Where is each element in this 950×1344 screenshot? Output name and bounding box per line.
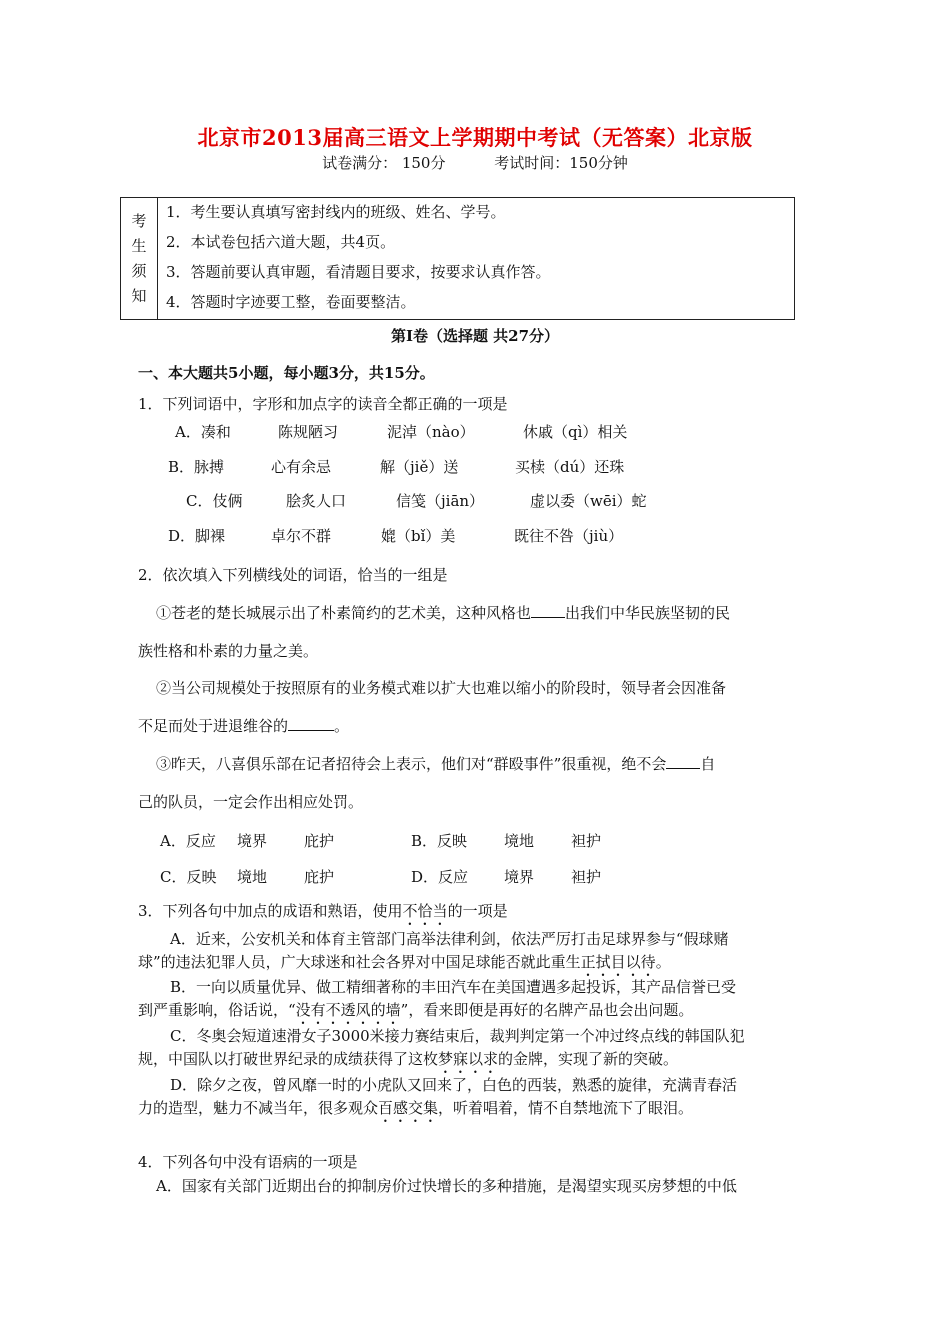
q3-option-d-cont: 力的造型，魅力不减当年，很多观众百感交集，听着唱着，情不自禁地流下了眼泪。 — [138, 1099, 694, 1117]
section1-title: 一、本大题共5小题，每小题3分，共15分。 — [138, 364, 435, 382]
q2-sentence-2-cont: 不足而处于进退维谷的 。 — [138, 717, 350, 735]
q3-option-c: C．冬奥会短道速滑女子3000米接力赛结束后，裁判判定第一个冲过终点线的韩国队犯 — [170, 1027, 745, 1045]
notice-item: 3．答题前要认真审题，看清题目要求，按要求认真作答。 — [166, 263, 551, 281]
notice-items — [158, 198, 551, 319]
q3-option-b: B．一向以质量优异、做工精细著称的丰田汽车在美国遭遇多起投诉，其产品信誉已受 — [170, 978, 737, 996]
q3-option-a-cont: 球”的违法犯罪人员，广大球迷和社会各界对中国足球能否就此重生正拭目以待。 — [138, 953, 671, 971]
part1-title: 第Ⅰ卷（选择题 共27分） — [390, 327, 560, 345]
candidate-notice-box — [120, 197, 795, 320]
fill-blank — [288, 716, 334, 731]
q2-sentence-3-cont: 己的队员，一定会作出相应处罚。 — [138, 793, 364, 811]
q3-option-b-cont: 到严重影响，俗话说，“没有不透风的墙”，看来即便是再好的名牌产品也会出问题。 — [138, 1001, 694, 1019]
q2-sentence-2: ②当公司规模处于按照原有的业务模式难以扩大也难以缩小的阶段时，领导者会因准备 — [156, 679, 727, 697]
q4-stem: 4．下列各句中没有语病的一项是 — [138, 1153, 358, 1171]
q3-stem: 3．下列各句中加点的成语和熟语，使用不恰当的一项是 — [138, 902, 508, 920]
q3-option-a: A．近来，公安机关和体育主管部门高举法律利剑，依法严厉打击足球界参与“假球赌 — [170, 930, 729, 948]
q2-sentence-1-cont: 族性格和朴素的力量之美。 — [138, 642, 319, 660]
exam-title: 北京市2013届高三语文上学期期中考试（无答案）北京版 — [197, 125, 753, 150]
fill-blank — [666, 754, 700, 769]
exam-page: 北京市2013届高三语文上学期期中考试（无答案）北京版 试卷满分： 150分 考试时间：150分钟 考 生 须 知 1．考生要认真填写密封线内的班级、姓名、学号。 2．本试卷包括六道大题，共4页。 3．答题前要认真审题，看清题目要求，按要求认真作答。 4．答题时字迹要工整，卷面要整洁。 第Ⅰ卷（选择题 共27分） 一、本大题共5小题，每小题3分，共15分。 1．下列词语中，字形和加点字的读音全都正确的一项是 A．凑和 陈规陋习 泥淖（nào） 休戚（qì）相关 B．脉搏 心有余忌 解（jiě）送 买椟（dú）还珠 C．伎俩 脍炙人口 信笺（jiān） 虚以委（wēi）蛇 D．脚裸 卓尔不群 媲（bǐ）美 既往不咎（jiù） 2．依次填入下列横线处的词语，恰当的一组是 ①苍老的楚长城展示出了朴素简约的艺术美，这种风格也 出我们中华民族坚韧的民 族性格和朴素的力量之美。 ②当公司规模处于按照原有的业务模式难以扩大也难以缩小的阶段时，领导者会因准备 不足而处于进退维谷的 。 ③昨天，八喜俱乐部在记者招待会上表示，他们对“群殴事件”很重视，绝不会 自 己的队员，一定会作出相应处罚。 A．反应 境界 庇护 B．反映 境地 袒护 C．反映 境地 庇护 D．反应 境界 袒护 3．下列各句中加点的成语和熟语，使用不恰当的一项是 A．近来，公安机关和体育主管部门高举法律利剑，依法严厉打击足球界参与“假球赌 球”的违法犯罪人员，广大球迷和社会各界对中国足球能否就此重生正拭目以待。 B．一向以质量优异、做工精细著称的丰田汽车在美国遭遇多起投诉，其产品信誉已受 到严重影响，俗话说，“没有不透风的墙”，看来即便是再好的名牌产品也会出问题。 C．冬奥会短道速滑女子3000米接力赛结束后，裁判判定第一个冲过终点线的韩国队犯 规，中国队以打破世界纪录的成绩获得了这枚梦寐以求的金牌，实现了新的突破。 D．除夕之夜，曾风靡一时的小虎队又回来了，白色的西装，熟悉的旋律，充满青春活 力的造型，魅力不减当年，很多观众百感交集，听着唱着，情不自禁地流下了眼泪。 4．下列各句中没有语病的一项是 A．国家有关部门近期出台的抑制房价过快增长的多种措施，是渴望实现买房梦想的中低 — [0, 0, 950, 1344]
notice-item: 4．答题时字迹要工整，卷面要整洁。 — [166, 293, 416, 311]
q2-sentence-1: ①苍老的楚长城展示出了朴素简约的艺术美，这种风格也 出我们中华民族坚韧的民 — [156, 604, 731, 622]
fill-blank — [531, 603, 565, 618]
exam-subtitle — [0, 152, 950, 173]
exam-time: 考试时间：150分钟 — [494, 154, 628, 172]
full-score: 试卷满分： 150分 — [322, 154, 446, 172]
notice-heading: 考 生 须 知 — [121, 198, 158, 319]
notice-item: 1．考生要认真填写密封线内的班级、姓名、学号。 — [166, 203, 506, 221]
q3-option-c-cont: 规，中国队以打破世界纪录的成绩获得了这枚梦寐以求的金牌，实现了新的突破。 — [138, 1050, 679, 1068]
q2-sentence-3: ③昨天，八喜俱乐部在记者招待会上表示，他们对“群殴事件”很重视，绝不会 自 — [156, 755, 716, 773]
q4-option-a: A．国家有关部门近期出台的抑制房价过快增长的多种措施，是渴望实现买房梦想的中低 — [156, 1177, 737, 1195]
notice-item: 2．本试卷包括六道大题，共4页。 — [166, 233, 396, 251]
q1-stem: 1．下列词语中，字形和加点字的读音全都正确的一项是 — [138, 395, 508, 413]
q3-option-d: D．除夕之夜，曾风靡一时的小虎队又回来了，白色的西装，熟悉的旋律，充满青春活 — [170, 1076, 738, 1094]
q2-stem: 2．依次填入下列横线处的词语，恰当的一组是 — [138, 566, 448, 584]
